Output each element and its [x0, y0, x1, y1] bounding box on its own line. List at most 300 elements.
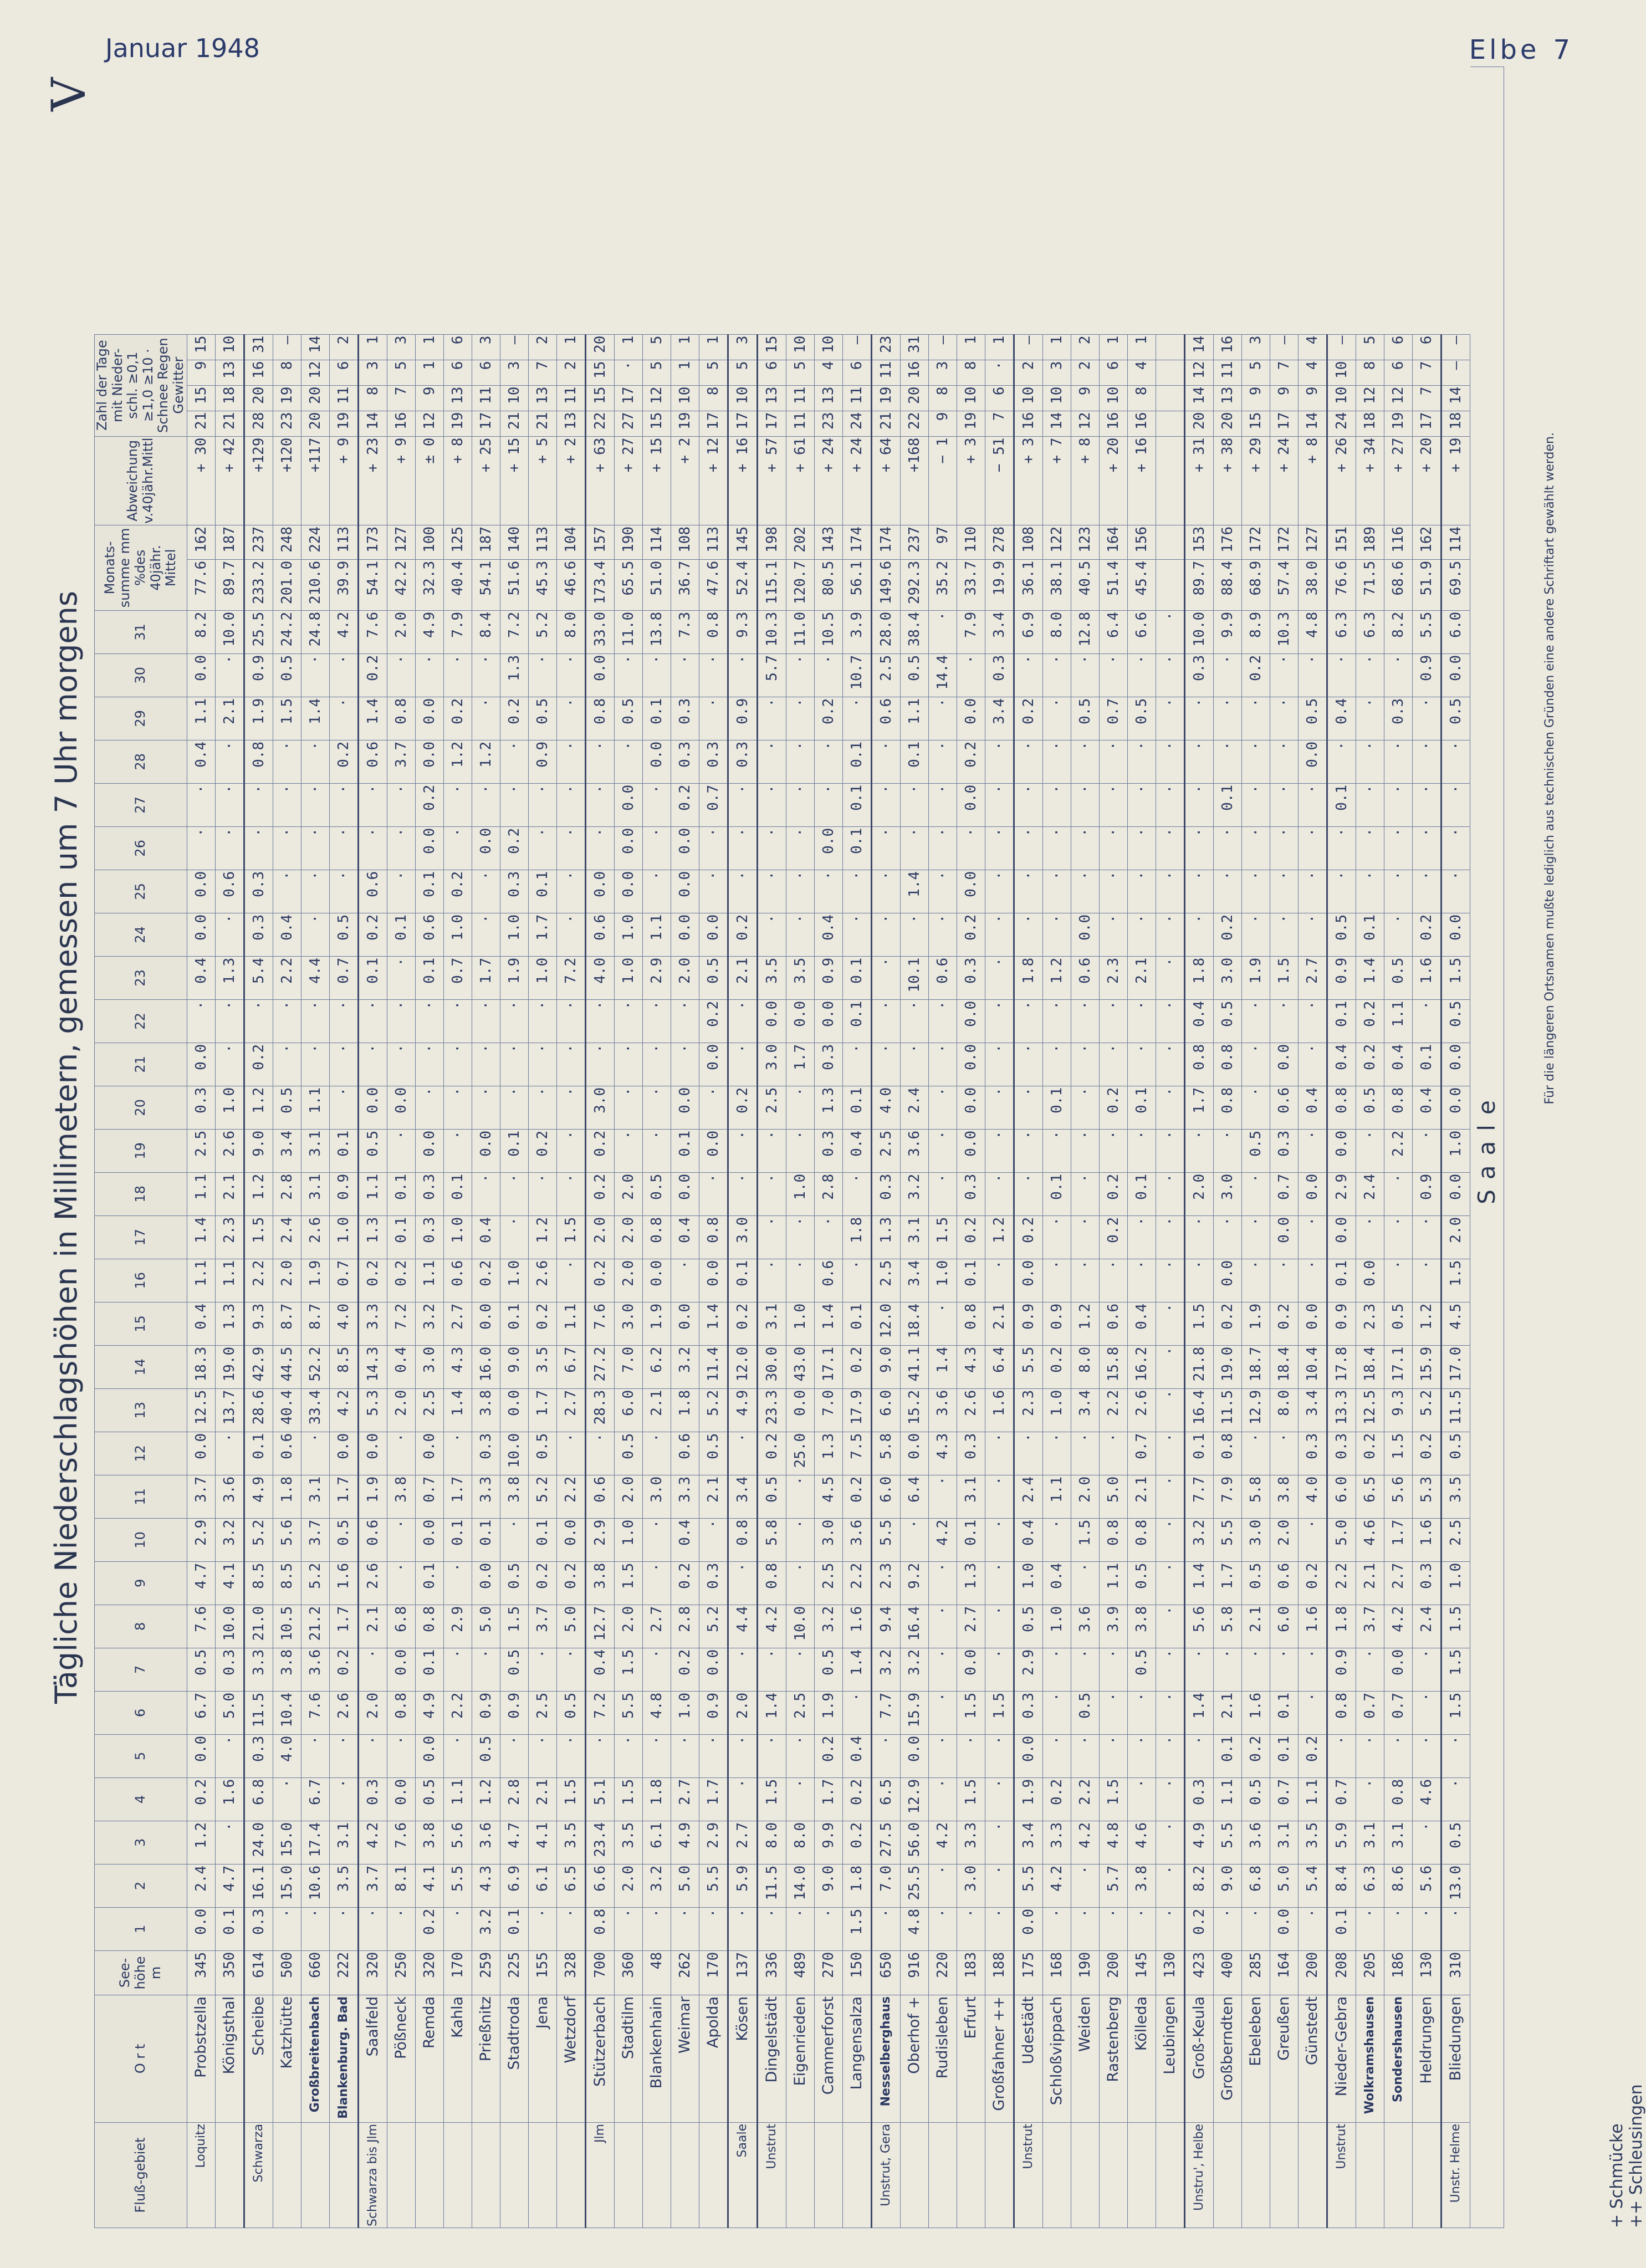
- day-value-cell: ·: [1241, 740, 1270, 783]
- day-value-cell: 1.9: [301, 1259, 329, 1302]
- day-value-cell: 2.2: [1071, 1777, 1099, 1821]
- day-value-cell: 0.2: [528, 1561, 556, 1605]
- col-head-day: 23: [95, 956, 187, 999]
- day-value-cell: 0.2: [585, 1259, 614, 1302]
- day-count-cell: 11: [329, 385, 358, 411]
- day-value-cell: 0.3: [957, 1432, 985, 1475]
- elevation-cell: 130: [1156, 1950, 1184, 1995]
- day-value-cell: 0.0: [614, 826, 642, 870]
- day-value-cell: 0.0: [187, 1907, 215, 1950]
- day-value-cell: ·: [699, 870, 728, 913]
- monthly-sum-cell: 149.6: [871, 559, 900, 610]
- day-count-cell: 12: [1184, 360, 1213, 385]
- day-value-cell: 0.5: [1384, 956, 1412, 999]
- day-value-cell: ·: [301, 740, 329, 783]
- day-value-cell: 0.1: [728, 1259, 757, 1302]
- day-value-cell: ·: [671, 999, 699, 1043]
- day-value-cell: 0.9: [699, 1691, 728, 1734]
- day-value-cell: ·: [786, 870, 814, 913]
- day-value-cell: ·: [1156, 826, 1184, 870]
- day-value-cell: ·: [273, 826, 301, 870]
- day-value-cell: 3.4: [985, 610, 1014, 653]
- day-value-cell: 4.2: [1071, 1821, 1099, 1864]
- day-value-cell: 13.0: [1441, 1864, 1470, 1907]
- river-cell: [957, 2122, 985, 2228]
- day-value-cell: 0.4: [1042, 1561, 1071, 1605]
- river-cell: [215, 2122, 244, 2228]
- day-value-cell: 1.9: [358, 1475, 387, 1518]
- day-value-cell: 0.9: [1014, 1302, 1042, 1345]
- day-value-cell: 1.5: [556, 1215, 585, 1259]
- day-value-cell: 6.0: [1270, 1605, 1298, 1648]
- day-value-cell: ·: [1241, 783, 1270, 826]
- place-name: Nieder-Gebra: [1327, 1995, 1356, 2122]
- day-value-cell: 2.0: [614, 1864, 642, 1907]
- day-value-cell: 2.7: [1298, 956, 1327, 999]
- day-value-cell: 6.0: [1441, 610, 1470, 653]
- river-cell: [1356, 2122, 1384, 2228]
- day-value-cell: 0.0: [671, 1086, 699, 1129]
- monthly-sum-cell: 45.3: [528, 559, 556, 610]
- monthly-sum-cell: 19.9: [985, 559, 1014, 610]
- river-cell: Unstrut: [757, 2122, 786, 2228]
- deviation-cell: + 57: [757, 436, 786, 525]
- monthly-sum-cell: 47.6: [699, 559, 728, 610]
- day-value-cell: 0.2: [1298, 1561, 1327, 1605]
- day-value-cell: 4.3: [472, 1864, 500, 1907]
- day-value-cell: ·: [1356, 1129, 1384, 1172]
- day-value-cell: ·: [1042, 1043, 1071, 1086]
- day-value-cell: 10.7: [842, 653, 871, 697]
- day-value-cell: ·: [215, 1734, 244, 1777]
- day-value-cell: ·: [786, 783, 814, 826]
- place-name: Greußen: [1270, 1995, 1298, 2122]
- day-value-cell: 3.5: [1441, 1475, 1470, 1518]
- day-value-cell: 0.0: [1213, 1259, 1241, 1302]
- day-value-cell: 4.6: [1127, 1821, 1156, 1864]
- table-row: [642, 334, 671, 2228]
- day-count-cell: —: [273, 334, 301, 360]
- day-value-cell: 0.1: [244, 1432, 273, 1475]
- day-count-cell: 14: [1184, 385, 1213, 411]
- day-value-cell: ·: [1071, 1259, 1099, 1302]
- day-value-cell: 9.0: [244, 1129, 273, 1172]
- day-value-cell: 9.3: [244, 1302, 273, 1345]
- day-value-cell: 0.5: [614, 1432, 642, 1475]
- day-count-cell: 6: [842, 360, 871, 385]
- day-value-cell: 0.8: [1327, 1691, 1356, 1734]
- day-count-cell: 6: [985, 385, 1014, 411]
- day-value-cell: ·: [329, 870, 358, 913]
- col-head-day: 16: [95, 1259, 187, 1302]
- day-value-cell: ·: [556, 1129, 585, 1172]
- monthly-sum-cell: 77.6: [187, 559, 215, 610]
- day-count-cell: 20: [585, 334, 614, 360]
- day-value-cell: ·: [556, 913, 585, 956]
- day-value-cell: 2.0: [1071, 1475, 1099, 1518]
- day-value-cell: 0.7: [1127, 1432, 1156, 1475]
- day-value-cell: 0.2: [1241, 653, 1270, 697]
- day-value-cell: 0.9: [528, 740, 556, 783]
- day-value-cell: ·: [215, 783, 244, 826]
- day-value-cell: 3.6: [215, 1475, 244, 1518]
- day-value-cell: 0.1: [443, 1172, 472, 1215]
- basin-label: Saale: [1470, 67, 1504, 2228]
- day-value-cell: ·: [699, 1907, 728, 1950]
- day-value-cell: ·: [358, 1907, 387, 1950]
- day-count-cell: 10: [728, 385, 757, 411]
- river-cell: [1099, 2122, 1127, 2228]
- day-value-cell: 0.9: [244, 653, 273, 697]
- day-value-cell: ·: [329, 697, 358, 740]
- day-count-cell: 23: [273, 411, 301, 436]
- day-count-cell: 10: [1014, 385, 1042, 411]
- day-value-cell: ·: [1384, 653, 1412, 697]
- river-cell: [273, 2122, 301, 2228]
- river-cell: Schwarza bis Jlm: [358, 2122, 387, 2228]
- day-value-cell: 1.8: [1184, 956, 1213, 999]
- river-cell: Jlm: [585, 2122, 614, 2228]
- day-value-cell: 1.3: [871, 1215, 900, 1259]
- day-value-cell: 0.1: [842, 826, 871, 870]
- col-head-day: 9: [95, 1561, 187, 1605]
- day-value-cell: ·: [985, 956, 1014, 999]
- day-value-cell: 3.5: [786, 956, 814, 999]
- day-value-cell: 0.4: [187, 956, 215, 999]
- day-value-cell: ·: [957, 1734, 985, 1777]
- day-value-cell: ·: [1356, 653, 1384, 697]
- day-value-cell: ·: [1412, 1129, 1441, 1172]
- day-value-cell: 1.5: [842, 1907, 871, 1950]
- monthly-sum-cell: 120.7: [786, 559, 814, 610]
- day-value-cell: ·: [1156, 1605, 1184, 1648]
- day-value-cell: 5.1: [585, 1777, 614, 1821]
- day-value-cell: ·: [215, 653, 244, 697]
- monthly-sum-cell: 35.2: [928, 559, 957, 610]
- day-value-cell: 0.6: [671, 1432, 699, 1475]
- day-value-cell: 0.2: [585, 1172, 614, 1215]
- day-value-cell: ·: [556, 1172, 585, 1215]
- day-value-cell: ·: [1270, 913, 1298, 956]
- day-value-cell: 2.8: [273, 1172, 301, 1215]
- day-value-cell: ·: [1327, 826, 1356, 870]
- table-caption: Tägliche Niederschlagshöhen in Millimetern, gemessen um 7 Uhr morgens: [49, 591, 84, 1704]
- day-value-cell: 8.2: [1184, 1864, 1213, 1907]
- river-cell: Saale: [728, 2122, 757, 2228]
- day-value-cell: 0.0: [699, 1043, 728, 1086]
- day-value-cell: 0.5: [1384, 1302, 1412, 1345]
- day-value-cell: ·: [1071, 653, 1099, 697]
- day-value-cell: ·: [415, 1043, 443, 1086]
- day-value-cell: 0.4: [842, 1734, 871, 1777]
- day-value-cell: ·: [928, 1086, 957, 1129]
- col-head-sum-mm: Monats-summe mm: [101, 528, 133, 608]
- day-value-cell: 1.4: [301, 697, 329, 740]
- elevation-cell: 320: [415, 1950, 443, 1995]
- day-value-cell: ·: [985, 1605, 1014, 1648]
- day-count-cell: 7: [1270, 360, 1298, 385]
- day-value-cell: 0.5: [814, 1648, 842, 1691]
- day-value-cell: 0.0: [387, 1086, 415, 1129]
- day-value-cell: 0.9: [1327, 956, 1356, 999]
- day-value-cell: ·: [1241, 826, 1270, 870]
- monthly-sum-cell: 80.5: [814, 559, 842, 610]
- table-row: [1441, 334, 1470, 2228]
- percent-of-mean-cell: 173: [358, 525, 387, 559]
- day-value-cell: 13.7: [215, 1388, 244, 1432]
- col-head-place: O r t: [95, 1995, 187, 2122]
- day-value-cell: 14.4: [928, 653, 957, 697]
- elevation-cell: 500: [273, 1950, 301, 1995]
- day-value-cell: ·: [1099, 870, 1127, 913]
- day-value-cell: 7.7: [1184, 1475, 1213, 1518]
- day-value-cell: ·: [757, 826, 786, 870]
- day-count-cell: 20: [244, 385, 273, 411]
- day-value-cell: 3.4: [985, 697, 1014, 740]
- day-value-cell: 0.3: [187, 1086, 215, 1129]
- day-count-cell: 9: [187, 360, 215, 385]
- day-value-cell: 2.9: [443, 1605, 472, 1648]
- day-value-cell: ·: [1270, 1648, 1298, 1691]
- day-value-cell: ·: [928, 1648, 957, 1691]
- day-value-cell: 4.2: [928, 1518, 957, 1561]
- day-value-cell: 0.2: [1213, 1302, 1241, 1345]
- day-value-cell: 0.2: [187, 1777, 215, 1821]
- day-value-cell: ·: [642, 1043, 671, 1086]
- day-value-cell: 0.0: [900, 1734, 928, 1777]
- monthly-sum-cell: 51.9: [1412, 559, 1441, 610]
- day-value-cell: ·: [215, 999, 244, 1043]
- day-count-cell: 16: [1127, 411, 1156, 436]
- day-value-cell: 1.0: [1014, 1561, 1042, 1605]
- day-value-cell: ·: [1241, 913, 1270, 956]
- day-value-cell: ·: [842, 1172, 871, 1215]
- day-value-cell: ·: [1184, 1648, 1213, 1691]
- elevation-cell: 336: [757, 1950, 786, 1995]
- day-value-cell: ·: [1327, 870, 1356, 913]
- day-value-cell: ·: [301, 913, 329, 956]
- day-value-cell: 0.2: [443, 870, 472, 913]
- day-value-cell: 12.0: [871, 1302, 900, 1345]
- elevation-cell: 168: [1042, 1950, 1071, 1995]
- day-value-cell: 15.2: [900, 1388, 928, 1432]
- day-value-cell: ·: [387, 956, 415, 999]
- day-value-cell: 12.8: [1071, 610, 1099, 653]
- day-value-cell: 4.9: [728, 1388, 757, 1432]
- deviation-cell: + 30: [187, 436, 215, 525]
- day-value-cell: 0.6: [358, 1518, 387, 1561]
- day-value-cell: 0.0: [814, 826, 842, 870]
- day-value-cell: 1.9: [814, 1691, 842, 1734]
- day-value-cell: 0.1: [1327, 1907, 1356, 1950]
- day-value-cell: 5.0: [671, 1864, 699, 1907]
- day-value-cell: 2.0: [614, 1215, 642, 1259]
- river-cell: [642, 2122, 671, 2228]
- day-value-cell: 12.9: [1241, 1388, 1270, 1432]
- day-value-cell: 0.2: [500, 697, 528, 740]
- day-count-cell: 5: [642, 334, 671, 360]
- day-value-cell: 0.0: [786, 1388, 814, 1432]
- day-value-cell: ·: [757, 697, 786, 740]
- day-value-cell: ·: [985, 1907, 1014, 1950]
- day-value-cell: 2.1: [642, 1388, 671, 1432]
- col-head-day: 28: [95, 740, 187, 783]
- day-value-cell: 6.6: [1127, 610, 1156, 653]
- day-value-cell: 25.5: [244, 610, 273, 653]
- day-value-cell: 0.4: [1384, 1043, 1412, 1086]
- day-value-cell: 0.6: [585, 913, 614, 956]
- day-value-cell: 10.6: [301, 1864, 329, 1907]
- day-value-cell: ·: [1156, 740, 1184, 783]
- day-value-cell: 7.9: [1213, 1475, 1241, 1518]
- day-value-cell: 21.8: [1184, 1345, 1213, 1388]
- day-value-cell: 0.0: [957, 783, 985, 826]
- day-value-cell: 1.6: [215, 1777, 244, 1821]
- day-value-cell: 1.4: [900, 870, 928, 913]
- elevation-cell: 700: [585, 1950, 614, 1995]
- col-head-day: 11: [95, 1475, 187, 1518]
- day-value-cell: 21.2: [301, 1605, 329, 1648]
- day-value-cell: 3.5: [1298, 1821, 1327, 1864]
- day-value-cell: ·: [273, 740, 301, 783]
- day-value-cell: ·: [1042, 1215, 1071, 1259]
- table-row: [1127, 334, 1156, 2228]
- day-count-cell: 15: [585, 360, 614, 385]
- day-value-cell: 15.0: [273, 1864, 301, 1907]
- percent-of-mean-cell: 122: [1042, 525, 1071, 559]
- day-value-cell: ·: [642, 1648, 671, 1691]
- day-value-cell: 3.5: [556, 1821, 585, 1864]
- day-value-cell: 12.7: [585, 1605, 614, 1648]
- day-value-cell: 0.8: [699, 610, 728, 653]
- day-value-cell: ·: [528, 1043, 556, 1086]
- day-value-cell: 0.8: [387, 1691, 415, 1734]
- day-value-cell: ·: [1241, 1907, 1270, 1950]
- day-value-cell: ·: [699, 697, 728, 740]
- day-value-cell: 1.1: [443, 1777, 472, 1821]
- day-value-cell: ·: [1127, 826, 1156, 870]
- day-value-cell: ·: [585, 1043, 614, 1086]
- day-count-cell: 10: [671, 385, 699, 411]
- place-name: Remda: [415, 1995, 443, 2122]
- day-value-cell: 4.2: [329, 1388, 358, 1432]
- day-value-cell: ·: [1127, 999, 1156, 1043]
- day-value-cell: 0.1: [415, 870, 443, 913]
- day-value-cell: ·: [1184, 783, 1213, 826]
- day-value-cell: 2.1: [358, 1605, 387, 1648]
- day-value-cell: ·: [786, 740, 814, 783]
- day-value-cell: 14.3: [358, 1345, 387, 1388]
- day-count-cell: 31: [244, 334, 273, 360]
- day-value-cell: 0.5: [500, 1561, 528, 1605]
- day-value-cell: 2.4: [187, 1864, 215, 1907]
- deviation-cell: + 19: [1441, 436, 1470, 525]
- day-value-cell: 40.4: [273, 1388, 301, 1432]
- day-count-cell: 8: [273, 360, 301, 385]
- day-value-cell: ·: [642, 1129, 671, 1172]
- day-value-cell: 4.6: [1412, 1777, 1441, 1821]
- elevation-cell: 489: [786, 1950, 814, 1995]
- day-value-cell: ·: [556, 783, 585, 826]
- day-value-cell: 11.5: [244, 1691, 273, 1734]
- day-value-cell: 3.1: [301, 1129, 329, 1172]
- day-value-cell: ·: [1184, 1129, 1213, 1172]
- day-value-cell: 28.3: [585, 1388, 614, 1432]
- legend-item: ++ Schleusingen: [1627, 2084, 1646, 2228]
- day-value-cell: ·: [387, 870, 415, 913]
- day-value-cell: 41.1: [900, 1345, 928, 1388]
- day-value-cell: 2.1: [985, 1302, 1014, 1345]
- day-value-cell: 0.3: [415, 1172, 443, 1215]
- day-value-cell: ·: [786, 1734, 814, 1777]
- day-value-cell: 8.2: [187, 610, 215, 653]
- place-name: Bliedungen: [1441, 1995, 1470, 2122]
- day-value-cell: 0.7: [1270, 1777, 1298, 1821]
- day-value-cell: 1.3: [215, 1302, 244, 1345]
- day-value-cell: ·: [842, 1043, 871, 1086]
- elevation-cell: 345: [187, 1950, 215, 1995]
- day-count-cell: 7: [985, 411, 1014, 436]
- monthly-sum-cell: [1156, 559, 1184, 610]
- day-value-cell: 2.0: [273, 1259, 301, 1302]
- day-value-cell: ·: [842, 913, 871, 956]
- day-value-cell: ·: [642, 1561, 671, 1605]
- day-value-cell: 19.0: [215, 1345, 244, 1388]
- place-name: Heldrungen: [1412, 1995, 1441, 2122]
- day-value-cell: ·: [1412, 1648, 1441, 1691]
- day-value-cell: 1.4: [187, 1215, 215, 1259]
- day-value-cell: 8.5: [273, 1561, 301, 1605]
- day-value-cell: 2.7: [728, 1821, 757, 1864]
- place-name: Jena: [528, 1995, 556, 2122]
- day-count-cell: 28: [244, 411, 273, 436]
- day-value-cell: 0.0: [614, 783, 642, 826]
- day-value-cell: ·: [871, 783, 900, 826]
- day-count-cell: 15: [585, 385, 614, 411]
- day-value-cell: 0.9: [1412, 653, 1441, 697]
- day-value-cell: 0.5: [642, 1172, 671, 1215]
- elevation-cell: 205: [1356, 1950, 1384, 1995]
- table-row: [358, 334, 387, 2228]
- day-value-cell: 1.0: [1042, 1605, 1071, 1648]
- day-value-cell: ·: [1213, 1648, 1241, 1691]
- day-value-cell: 0.0: [757, 999, 786, 1043]
- day-value-cell: 2.4: [273, 1215, 301, 1259]
- day-value-cell: 4.9: [415, 1691, 443, 1734]
- day-value-cell: ·: [985, 1475, 1014, 1518]
- day-count-cell: —: [500, 334, 528, 360]
- day-value-cell: 0.1: [842, 999, 871, 1043]
- day-value-cell: 2.0: [671, 956, 699, 999]
- day-count-cell: 19: [957, 411, 985, 436]
- day-value-cell: ·: [387, 1518, 415, 1561]
- day-value-cell: 1.1: [187, 1259, 215, 1302]
- deviation-cell: +129: [244, 436, 273, 525]
- day-value-cell: 3.2: [814, 1605, 842, 1648]
- col-head-day: 10: [95, 1518, 187, 1561]
- day-value-cell: 12.5: [1356, 1388, 1384, 1432]
- day-value-cell: ·: [273, 1043, 301, 1086]
- day-value-cell: 0.8: [1213, 1043, 1241, 1086]
- day-value-cell: 1.5: [757, 1777, 786, 1821]
- day-value-cell: ·: [786, 653, 814, 697]
- river-cell: [1298, 2122, 1327, 2228]
- day-value-cell: ·: [699, 1086, 728, 1129]
- percent-of-mean-cell: 104: [556, 525, 585, 559]
- elevation-cell: 614: [244, 1950, 273, 1995]
- day-value-cell: 4.8: [1298, 610, 1327, 653]
- day-value-cell: 6.4: [985, 1345, 1014, 1388]
